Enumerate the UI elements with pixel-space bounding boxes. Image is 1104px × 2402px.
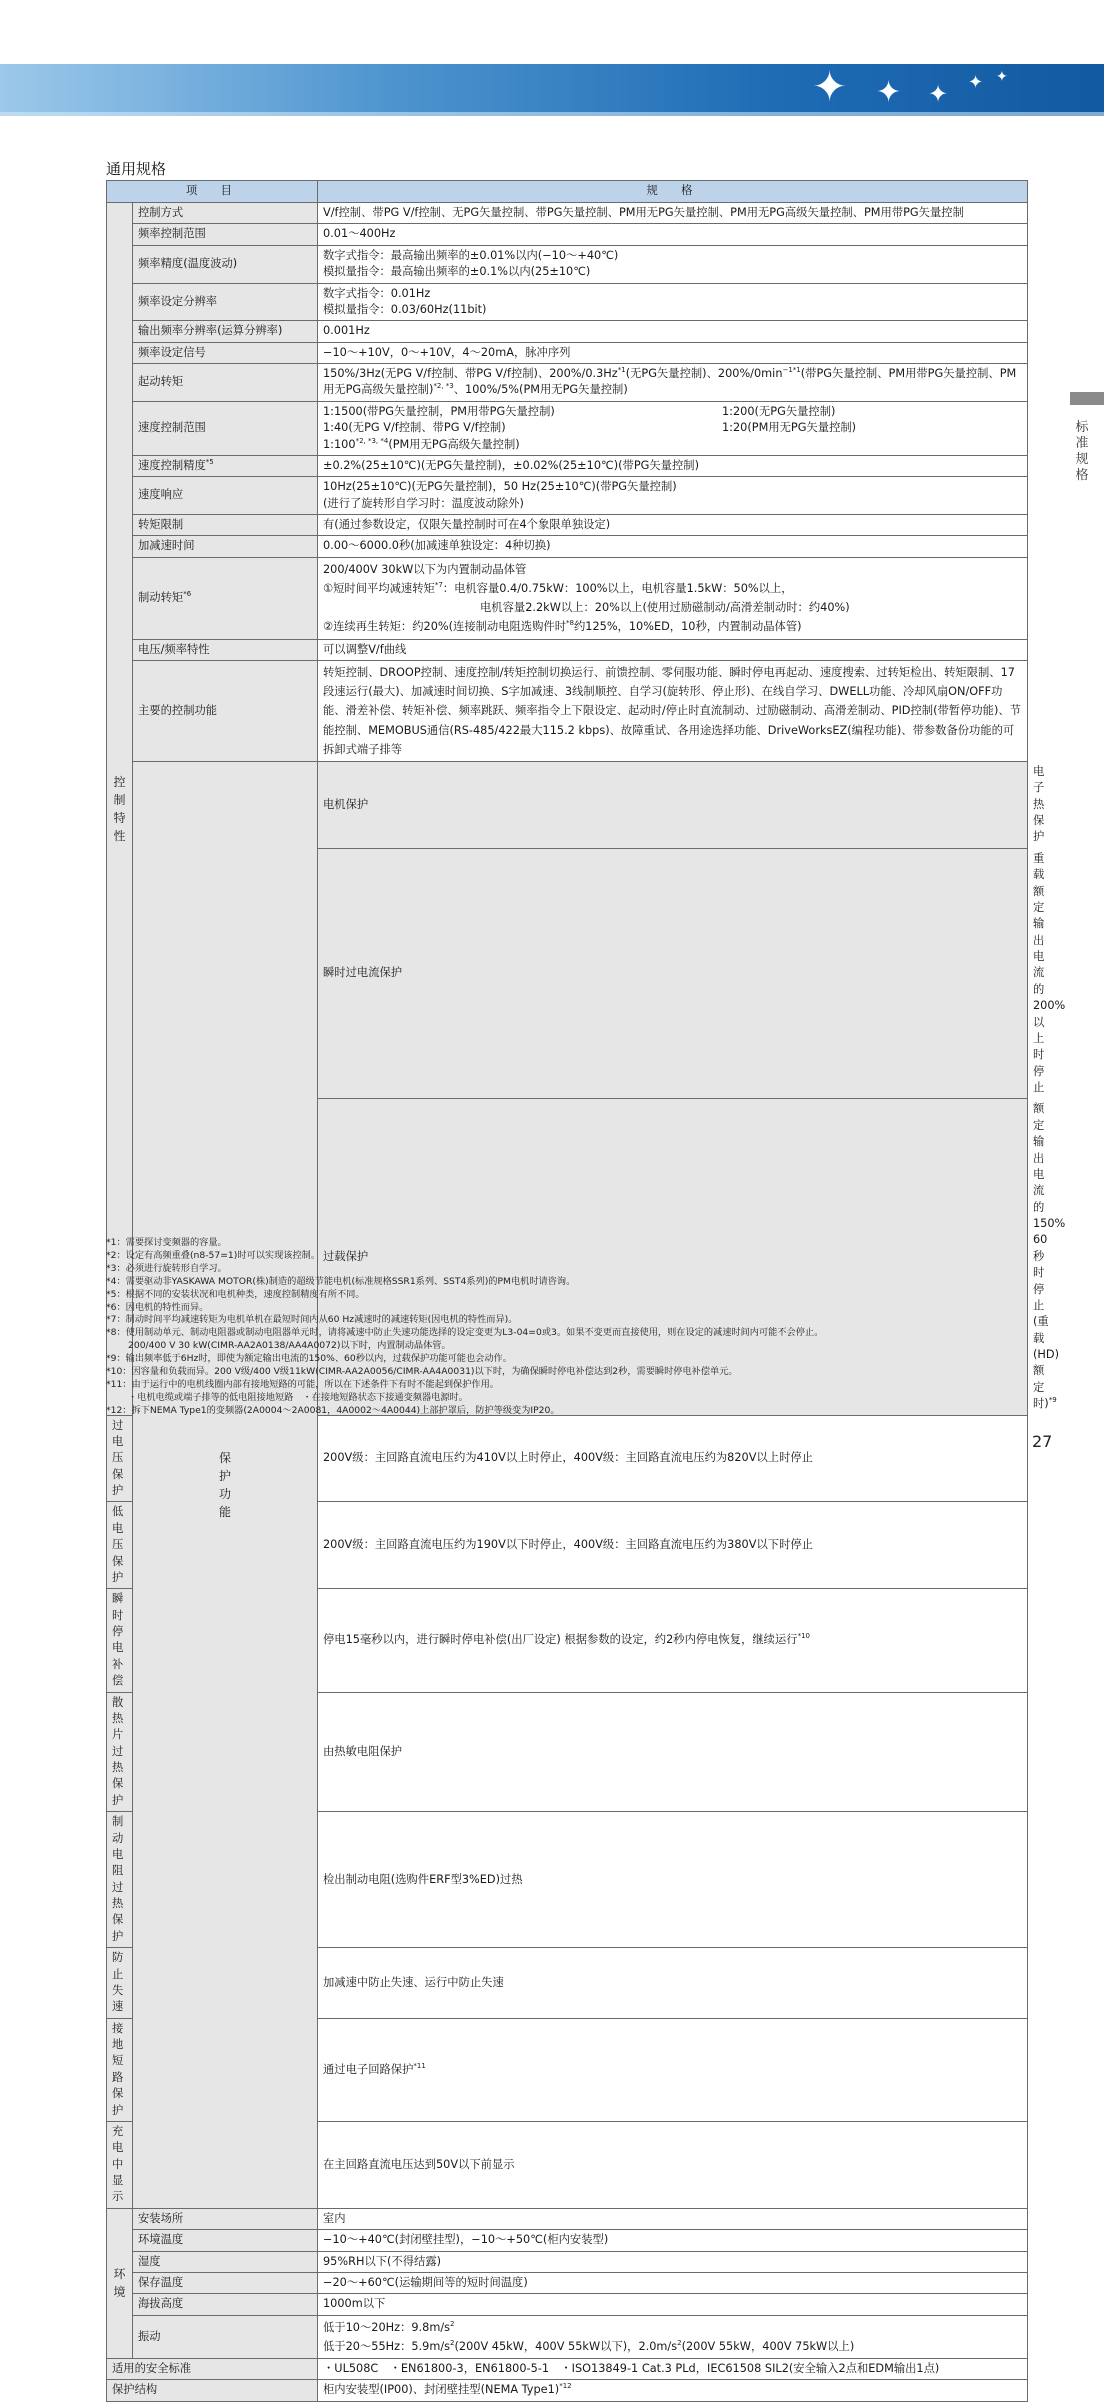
- footnote: 200/400 V 30 kW(CIMR-AA2A0138/AA4A0072)以下时，内置制动晶体管。: [128, 1340, 451, 1352]
- row-label: 速度响应: [133, 477, 318, 515]
- table-row: [107, 455, 1028, 476]
- text-fragment: (带PG矢量控制、PM用带PG矢量控制、PM用无PG高级矢量控制): [323, 367, 1017, 397]
- text-fragment: 柜内安装型(IP00)、封闭壁挂型(NEMA Type1): [323, 2383, 560, 2397]
- row-value: [318, 245, 1028, 283]
- row-label: 环境温度: [133, 2230, 318, 2251]
- text-fragment: 制动转矩: [138, 590, 184, 604]
- row-value: 转矩控制、DROOP控制、速度控制/转矩控制切换运行、前馈控制、零伺服功能、瞬时停电再起动、速度搜索、过转矩检出、转矩限制、17段速运行(最大)、加减速时间切换、S字加减速、3线制顺控、自学习(旋转形、停止形)、在线自学习、DWELL功能、冷却风扇ON/OFF功能、滑差补偿、转矩补偿、频率跳跃、频率指令上下限设定、起动时/停止时直流制动、过励磁制动、高滑差制动、PID控制(带暂停功能)、节能控制、MEMOBUS通信(RS-485/422最大115.2 kbps)、故障重试、各用途选择功能、DriveWorksEZ(编程功能)、带参数备份功能的可拆卸式端子排等: [318, 660, 1028, 761]
- row-label: 主要的控制功能: [133, 660, 318, 761]
- star-icon: ✦: [876, 75, 902, 110]
- row-value: 200V级：主回路直流电压约为190V以下时停止，400V级：主回路直流电压约为380V以下时停止: [318, 1502, 1028, 1589]
- row-label: 接地短路保护: [107, 2018, 133, 2121]
- row-label: 起动转矩: [133, 364, 318, 402]
- row-label: 防止失速: [107, 1948, 133, 2019]
- row-label: 保存温度: [133, 2272, 318, 2293]
- table-row: [107, 401, 1028, 455]
- table-row: [107, 2230, 1028, 2251]
- footnote-ref: *6: [183, 590, 192, 599]
- row-value: 0.01～400Hz: [318, 224, 1028, 245]
- row-value: 加减速中防止失速、运行中防止失速: [318, 1948, 1028, 2019]
- row-value: 由热敏电阻保护: [318, 1692, 1028, 1812]
- table-row: [107, 557, 1028, 639]
- row-value: −10～+10V，0～+10V，4～20mA，脉冲序列: [318, 342, 1028, 363]
- row-value-line: [323, 579, 1022, 598]
- row-label: 频率精度(温度波动): [133, 245, 318, 283]
- text-fragment: (PM用无PG高级矢量控制): [388, 437, 520, 451]
- text-fragment: 停电15毫秒以内，进行瞬时停电补偿(出厂设定) 根据参数的设定，约2秒内停电恢复，继续运行: [323, 1633, 798, 1647]
- header-item: 项 目: [107, 181, 318, 203]
- row-value: 95%RH以下(不得结露): [318, 2251, 1028, 2272]
- table-row: [107, 342, 1028, 363]
- row-value: [318, 283, 1028, 321]
- side-tab-label: 标准规格: [1075, 420, 1089, 483]
- table-row: [107, 515, 1028, 536]
- row-value-line: [323, 437, 1022, 453]
- section-title: 通用规格: [106, 160, 167, 178]
- row-label: 低电压保护: [107, 1502, 133, 1589]
- row-label: 频率设定分辨率: [133, 283, 318, 321]
- row-value: 在主回路直流电压达到50V以下前显示: [318, 2121, 1028, 2208]
- footnote: *1：需要探讨变频器的容量。: [106, 1237, 227, 1248]
- row-label: 湿度: [133, 2251, 318, 2272]
- footnote: *6：因电机的特性而异。: [106, 1301, 209, 1313]
- footnote-ref: *10: [797, 1632, 810, 1641]
- row-value: 检出制动电阻(选购件ERF型3%ED)过热: [318, 1812, 1028, 1948]
- text-fragment: ②连续再生转矩：约20%(连接制动电阻选购件时: [323, 620, 566, 634]
- row-value: 1000m以下: [318, 2294, 1028, 2315]
- table-row: [107, 283, 1028, 321]
- footnote-ref: *7: [434, 581, 443, 590]
- group-environment: [107, 2208, 133, 2358]
- footnote: ・电机电缆或端子排等的低电阻接地短路 ・在接地短路状态下接通变频器电源时。: [128, 1391, 468, 1403]
- row-label: 振动: [133, 2315, 318, 2358]
- row-value-line: 模拟量指令：0.03/60Hz(11bit): [323, 302, 487, 316]
- group-environment-label: 环境: [113, 2267, 126, 2300]
- text-fragment: 低于10～20Hz：9.8m/s: [323, 2320, 451, 2334]
- row-value: [318, 1589, 1028, 1692]
- row-value-line: 电机容量2.2kW以上：20%以上(使用过励磁制动/高滑差制动时：约40%): [480, 601, 850, 615]
- side-tab-bar: [1070, 392, 1104, 405]
- star-icon: ✦: [968, 72, 984, 93]
- footnote-ref: *2, *3: [433, 382, 454, 391]
- footnote-ref: *12: [559, 2382, 572, 2391]
- text-fragment: 低于20～55Hz：5.9m/s: [323, 2339, 451, 2353]
- row-value: −10～+40℃(封闭壁挂型)，−10～+50℃(柜内安装型): [318, 2230, 1028, 2251]
- row-label: 过电压保护: [107, 1415, 133, 1502]
- table-row: [107, 2380, 1028, 2401]
- text-fragment: (无PG矢量控制)、200%/0min: [625, 367, 783, 380]
- row-value-line: 200/400V 30kW以下为内置制动晶体管: [323, 562, 527, 576]
- row-value-line: 模拟量指令：最高输出频率的±0.1%以内(25±10℃): [323, 265, 591, 279]
- footnote: *8：使用制动单元、制动电阻器或制动电阻器单元时，请将减速中防止失速功能选择的设定变更为L3-04=0或3。如果不变更而直接使用，则在设定的减速时间内可能不会停止。: [106, 1327, 824, 1339]
- table-row: [107, 477, 1028, 515]
- row-value-line: (进行了旋转形自学习时：温度波动除外): [323, 496, 524, 510]
- row-value-line: 10Hz(25±10℃)(无PG矢量控制)，50 Hz(25±10℃)(带PG矢量控制): [323, 480, 677, 494]
- footnote: *3：必须进行旋转形自学习。: [106, 1262, 227, 1274]
- table-row: [107, 245, 1028, 283]
- table-row: [107, 203, 1028, 224]
- footnote-ref: *2, *3, *4: [355, 436, 389, 445]
- text-fragment: ：电机容量0.4/0.75kW：100%以上，电机容量1.5kW：50%以上，: [442, 581, 793, 595]
- row-value-line: [323, 2318, 1022, 2337]
- table-row: [107, 2251, 1028, 2272]
- row-value-line: [323, 420, 1022, 436]
- row-label: [133, 557, 318, 639]
- footnote-ref: *8: [566, 619, 574, 628]
- table-row: [107, 2359, 1028, 2380]
- table-row: 保护功能 电机保护 电子热保护: [107, 761, 1028, 848]
- text-fragment: 1:20(PM用无PG矢量控制): [722, 421, 857, 435]
- superscript: 2: [450, 2339, 455, 2348]
- text-fragment: (200V 45kW，400V 55kW以下)，2.0m/s: [454, 2339, 678, 2353]
- table-row: 瞬时过电流保护 重载额定输出电流的200%以上时停止: [107, 848, 1028, 1099]
- row-label: 频率控制范围: [133, 224, 318, 245]
- row-label: 电压/频率特性: [133, 639, 318, 660]
- row-label: 转矩限制: [133, 515, 318, 536]
- footnote: *5：根据不同的安装状况和电机种类，速度控制精度有所不同。: [106, 1288, 365, 1300]
- footnote: *7：制动时间平均减速转矩为电机单机在最短时间内从60 Hz减速时的减速转矩(因电机的特性而异)。: [106, 1314, 518, 1326]
- text-fragment: 1:200(无PG矢量控制): [722, 404, 836, 418]
- banner-stripe: [0, 112, 1104, 116]
- text-fragment: 额定输出电流的150% 60秒时停止(重载(HD)额定时): [1033, 1102, 1066, 1411]
- group-control-label: 控制特性: [113, 774, 126, 843]
- table-row: [107, 2208, 1028, 2229]
- row-value: 室内: [318, 2208, 1028, 2229]
- footnote-ref: *11: [413, 2061, 426, 2070]
- group-protection-label: 保护功能: [218, 1450, 231, 1519]
- row-label: 适用的安全标准: [107, 2359, 318, 2380]
- header-banner: [0, 64, 1104, 116]
- footnote: *4：需要驱动非YASKAWA MOTOR(株)制造的超级节能电机(标准规格SSR1系列、SST4系列)的PM电机时请咨询。: [106, 1275, 576, 1287]
- row-value-line: [323, 404, 1022, 420]
- row-label: 速度控制范围: [133, 401, 318, 455]
- table-row: [107, 2272, 1028, 2293]
- table-row: [107, 2294, 1028, 2315]
- row-value-line: [323, 2337, 1022, 2356]
- row-label: 瞬时过电流保护: [318, 848, 1028, 1099]
- row-label: 制动电阻过热保护: [107, 1812, 133, 1948]
- footnote: *9：输出频率低于6Hz时，即使为额定输出电流的150%、60秒以内，过载保护功能可能也会动作。: [106, 1353, 512, 1365]
- text-fragment: 1:100: [323, 437, 356, 451]
- table-row: [107, 364, 1028, 402]
- star-icon: ✦: [928, 80, 949, 108]
- row-value: [318, 2380, 1028, 2401]
- row-value: ±0.2%(25±10℃)(无PG矢量控制)，±0.02%(25±10℃)(带PG矢量控制): [318, 455, 1028, 476]
- table-row: [107, 639, 1028, 660]
- row-value: [318, 2315, 1028, 2358]
- footnotes: [106, 1237, 1066, 1418]
- superscript: 2: [450, 2319, 455, 2328]
- superscript: 2: [677, 2339, 682, 2348]
- text-fragment: 速度控制精度: [138, 458, 206, 472]
- row-value: 有(通过参数设定，仅限矢量控制时可在4个象限单独设定): [318, 515, 1028, 536]
- row-value: 200V级：主回路直流电压约为410V以上时停止，400V级：主回路直流电压约为820V以上时停止: [318, 1415, 1028, 1502]
- row-value: 0.001Hz: [318, 321, 1028, 342]
- table-header: [107, 181, 1028, 203]
- footnote: *10：因容量和负载而异。200 V级/400 V级11kW(CIMR-AA2A0056/CIMR-AA4A0031)以下时，为确保瞬时停电补偿达到2秒，需要瞬时停电补偿单元。: [106, 1366, 738, 1378]
- row-label: 控制方式: [133, 203, 318, 224]
- row-value: V/f控制、带PG V/f控制、无PG矢量控制、带PG矢量控制、PM用无PG矢量控制、PM用无PG高级矢量控制、PM用带PG矢量控制: [318, 203, 1028, 224]
- table-row: [107, 536, 1028, 557]
- row-label: 电机保护: [318, 761, 1028, 848]
- row-value-line: [323, 617, 1022, 636]
- footnote-ref: *1: [617, 366, 626, 375]
- text-fragment: 150%/3Hz(无PG V/f控制、带PG V/f控制)、200%/0.3Hz: [323, 367, 618, 380]
- row-value: 可以调整V/f曲线: [318, 639, 1028, 660]
- table-row: [107, 321, 1028, 342]
- row-label: [133, 455, 318, 476]
- row-value: ・UL508C ・EN61800-3，EN61800-5-1 ・ISO13849-1 Cat.3 PLd，IEC61508 SIL2(安全输入2点和EDM输出1点): [318, 2359, 1028, 2380]
- footnote: *2：设定有高频重叠(n8-57=1)时可以实现该控制。: [106, 1249, 321, 1261]
- footnote-ref: *9: [1048, 1396, 1057, 1405]
- page-number: 27: [1032, 1432, 1053, 1451]
- row-value: [318, 557, 1028, 639]
- text-fragment: 、100%/5%(PM用无PG矢量控制): [453, 383, 628, 397]
- row-value: [318, 2018, 1028, 2121]
- row-label: 充电中显示: [107, 2121, 133, 2208]
- text-fragment: 1:1500(带PG矢量控制，PM用带PG矢量控制): [323, 404, 555, 418]
- row-label: 散热片过热保护: [107, 1692, 133, 1812]
- text-fragment: 1:40(无PG V/f控制、带PG V/f控制): [323, 421, 506, 435]
- table-row: [107, 2315, 1028, 2358]
- row-label: 瞬时停电补偿: [107, 1589, 133, 1692]
- row-value: [318, 401, 1028, 455]
- text-fragment: ①短时间平均减速转矩: [323, 581, 435, 595]
- table-row: [107, 660, 1028, 761]
- text-fragment: (200V 55kW，400V 75kW以上): [681, 2339, 855, 2353]
- row-value: [318, 477, 1028, 515]
- footnote: *12：拆下NEMA Type1的变频器(2A0004～2A0081，4A0002～4A0044)上部护罩后，防护等级变为IP20。: [106, 1404, 560, 1416]
- row-label: 输出频率分辨率(运算分辨率): [133, 321, 318, 342]
- row-label: 加减速时间: [133, 536, 318, 557]
- header-spec: 规 格: [318, 181, 1028, 203]
- text-fragment: 约125%，10%ED，10秒，内置制动晶体管): [573, 620, 802, 634]
- footnote-ref: *5: [205, 458, 214, 467]
- group-protection: [133, 761, 318, 2208]
- row-label: 保护结构: [107, 2380, 318, 2401]
- star-icon: ✦: [812, 64, 848, 111]
- row-label: 海拔高度: [133, 2294, 318, 2315]
- row-value-line: 数字式指令：最高输出频率的±0.01%以内(−10～+40℃): [323, 248, 619, 262]
- row-label: 过载保护: [318, 1099, 1028, 1415]
- footnote: *11：由于运行中的电机线圈内部有接地短路的可能，所以在下述条件下有时不能起到保护作用。: [106, 1378, 499, 1390]
- row-value: 0.00～6000.0秒(加减速单独设定：4种切换): [318, 536, 1028, 557]
- row-value-line: 数字式指令：0.01Hz: [323, 286, 431, 300]
- row-label: 频率设定信号: [133, 342, 318, 363]
- star-icon: ✦: [996, 69, 1008, 85]
- group-control: [107, 203, 133, 1416]
- footnote-ref: −1*1: [782, 366, 801, 375]
- table-row: [107, 224, 1028, 245]
- row-value: [318, 364, 1028, 402]
- text-fragment: 通过电子回路保护: [323, 2062, 414, 2076]
- row-label: 安装场所: [133, 2208, 318, 2229]
- row-value: −20～+60℃(运输期间等的短时间温度): [318, 2272, 1028, 2293]
